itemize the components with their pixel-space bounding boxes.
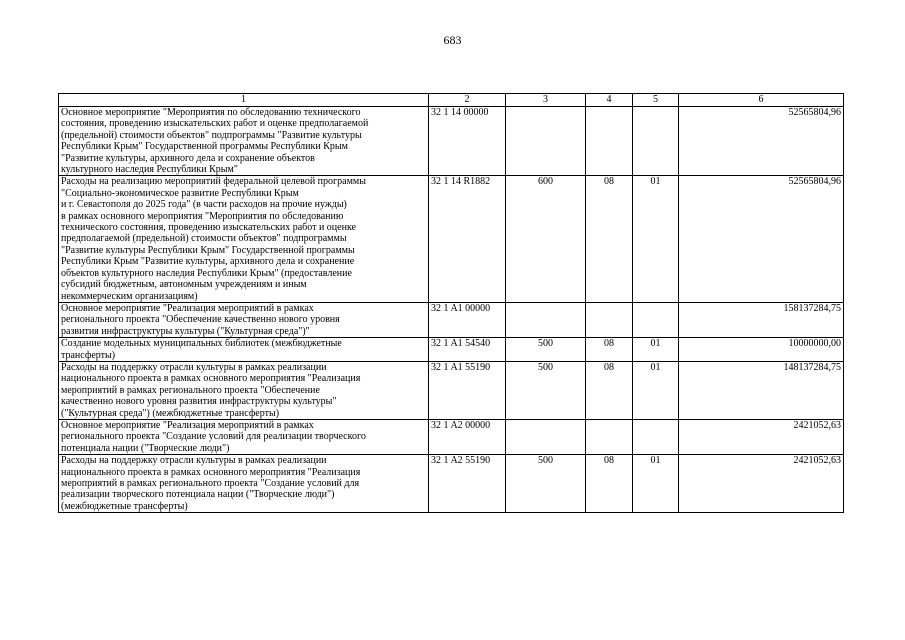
row-expense-type: 500: [506, 361, 586, 419]
row-amount: 148137284,75: [679, 361, 844, 419]
row-amount: 158137284,75: [679, 302, 844, 337]
row-expense-type: 500: [506, 338, 586, 362]
row-name: Создание модельных муниципальных библиотек (межбюджетные трансферты): [59, 338, 429, 362]
row-section: 08: [586, 361, 633, 419]
header-cell-expense-type: 3: [506, 94, 586, 107]
row-subsection: 01: [633, 338, 679, 362]
row-code: 32 1 A2 00000: [429, 419, 506, 454]
row-amount: 2421052,63: [679, 455, 844, 513]
row-name: Расходы на реализацию мероприятий федеральной целевой программы "Социально-экономическое развитие Республики Крым и г. Севастополя до 2025 года" (в части расходов на прочие нужды) в рамках основного мероприятия "Мероприятия по обследованию технического состояния, проведению изыскательских работ и оценке предполагаемой (предельной) стоимости объектов" подпрограммы "Развитие культуры Республики Крым" Государственной программы Республики Крым "Развитие культуры, архивного дела и сохранение объектов культурного наследия Республики Крым" (предоставление субсидий бюджетным, автономным учреждениям и иным некоммерческим организациям): [59, 176, 429, 302]
table-row: [59, 419, 844, 454]
table-row: [59, 455, 844, 513]
row-name: Основное мероприятие "Мероприятия по обследованию технического состояния, проведению изыскательских работ и оценке предполагаемой (предельной) стоимости объектов" подпрограммы "Развитие культуры Республики Крым" Государственной программы Республики Крым "Развитие культуры, архивного дела и сохранение объектов культурного наследия Республики Крым": [59, 107, 429, 176]
header-row: [59, 94, 844, 107]
row-expense-type: [506, 107, 586, 176]
row-section: [586, 107, 633, 176]
header-cell-name: 1: [59, 94, 429, 107]
row-section: [586, 302, 633, 337]
row-name: Расходы на поддержку отрасли культуры в рамках реализации национального проекта в рамках основного мероприятия "Реализация мероприятий в рамках регионального проекта "Создание условий для реализации творческого потенциала нации ("Творческие люди") (межбюджетные трансферты): [59, 455, 429, 513]
row-subsection: 01: [633, 176, 679, 302]
row-subsection: 01: [633, 361, 679, 419]
table-row: [59, 302, 844, 337]
header-cell-section: 4: [586, 94, 633, 107]
row-section: 08: [586, 455, 633, 513]
row-name: Основное мероприятие "Реализация мероприятий в рамках регионального проекта "Создание условий для реализации творческого потенциала нации ("Творческие люди"): [59, 419, 429, 454]
row-expense-type: [506, 302, 586, 337]
header-cell-amount: 6: [679, 94, 844, 107]
row-section: 08: [586, 338, 633, 362]
table-row: [59, 361, 844, 419]
row-code: 32 1 14 R1882: [429, 176, 506, 302]
row-code: 32 1 A1 00000: [429, 302, 506, 337]
table-row: [59, 338, 844, 362]
row-code: 32 1 A1 55190: [429, 361, 506, 419]
row-amount: 10000000,00: [679, 338, 844, 362]
row-expense-type: 500: [506, 455, 586, 513]
row-section: [586, 419, 633, 454]
table-row: [59, 176, 844, 302]
row-code: 32 1 A1 54540: [429, 338, 506, 362]
row-subsection: 01: [633, 455, 679, 513]
row-amount: 52565804,96: [679, 176, 844, 302]
row-subsection: [633, 419, 679, 454]
row-section: 08: [586, 176, 633, 302]
page-number: 683: [443, 33, 462, 47]
table-row: [59, 107, 844, 176]
header-cell-subsection: 5: [633, 94, 679, 107]
row-code: 32 1 14 00000: [429, 107, 506, 176]
row-amount: 52565804,96: [679, 107, 844, 176]
row-name: Расходы на поддержку отрасли культуры в рамках реализации национального проекта в рамках основного мероприятия "Реализация мероприятий в рамках регионального проекта "Обеспечение качественно нового уровня развития инфраструктуры культуры" ("Культурная среда") (межбюджетные трансферты): [59, 361, 429, 419]
row-expense-type: 600: [506, 176, 586, 302]
row-code: 32 1 A2 55190: [429, 455, 506, 513]
row-subsection: [633, 107, 679, 176]
row-subsection: [633, 302, 679, 337]
row-expense-type: [506, 419, 586, 454]
budget-table: [58, 93, 844, 513]
row-amount: 2421052,63: [679, 419, 844, 454]
row-name: Основное мероприятие "Реализация мероприятий в рамках регионального проекта "Обеспечение качественно нового уровня развития инфраструктуры культуры ("Культурная среда")": [59, 302, 429, 337]
header-cell-code: 2: [429, 94, 506, 107]
